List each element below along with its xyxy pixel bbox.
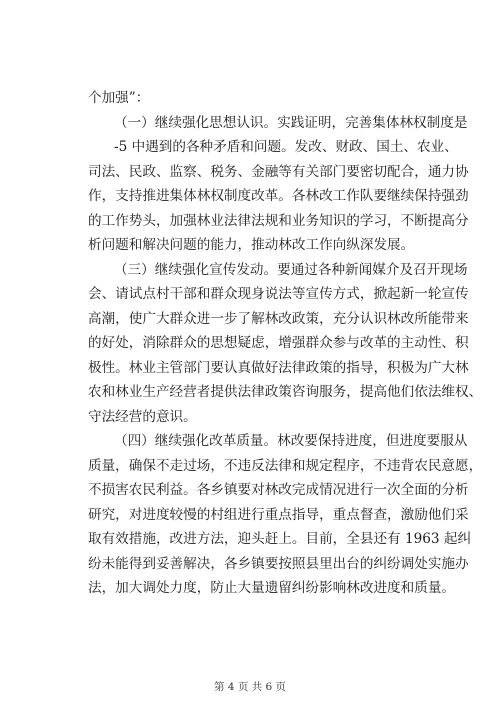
document-body — [88, 86, 483, 601]
text-line: 法，加大调处力度，防止大量遗留纠纷影响林改进度和质量。 — [88, 580, 456, 596]
text-line: 取有效措施，改进方法，迎头赶上。目前，全县还有 1963 起纠 — [88, 531, 472, 547]
text-line: 析问题和解决问题的能力，推动林改工作向纵深发展。 — [88, 237, 415, 253]
text-line: 作，支持推进集体林权制度改革。各林改工作队要继续保持强劲 — [88, 188, 469, 204]
text-line: 的好处，消除群众的思想疑虑，增强群众参与改革的主动性、积 — [88, 335, 469, 351]
text-line: 质量，确保不走过场，不违反法律和规定程序，不违背农民意愿， — [88, 457, 483, 474]
text-line: 个加强”： — [88, 90, 150, 106]
text-line: 极性。林业主管部门要认真做好法律政策的指导，积极为广大林 — [88, 359, 469, 376]
paragraph-heading-line: （一）继续强化思想认识。实践证明，完善集体林权制度是 — [114, 114, 468, 131]
text-line: 守法经营的意识。 — [88, 408, 197, 425]
text-line: 会、请试点村干部和群众现身说法等宣传方式，掀起新一轮宣传 — [88, 286, 469, 302]
text-line: -5 中遇到的各种矛盾和问题。发改、财政、国土、农业、 — [114, 139, 458, 155]
page-number-footer: 第 4 页 共 6 页 — [213, 681, 287, 693]
text-line: 农和林业生产经营者提供法律政策咨询服务，提高他们依法维权、 — [88, 384, 483, 400]
text-line: 司法、民政、监察、税务、金融等有关部门要密切配合，通力协 — [88, 163, 469, 180]
text-line: 纷未能得到妥善解决，各乡镇要按照县里出台的纠纷调处实施办 — [88, 555, 469, 572]
text-line: 研究，对进度较慢的村组进行重点指导，重点督查，激励他们采 — [88, 506, 469, 523]
text-line: 不损害农民利益。各乡镇要对林改完成情况进行一次全面的分析 — [88, 482, 469, 498]
paragraph-heading-line: （四）继续强化改革质量。林改要保持进度，但进度要服从 — [114, 433, 468, 449]
text-line: 高潮，使广大群众进一步了解林改政策，充分认识林改所能带来 — [88, 310, 469, 327]
text-line: 的工作势头，加强林业法律法规和业务知识的学习，不断提高分 — [88, 212, 469, 229]
paragraph-heading-line: （三）继续强化宣传发动。要通过各种新闻媒介及召开现场 — [114, 261, 468, 278]
